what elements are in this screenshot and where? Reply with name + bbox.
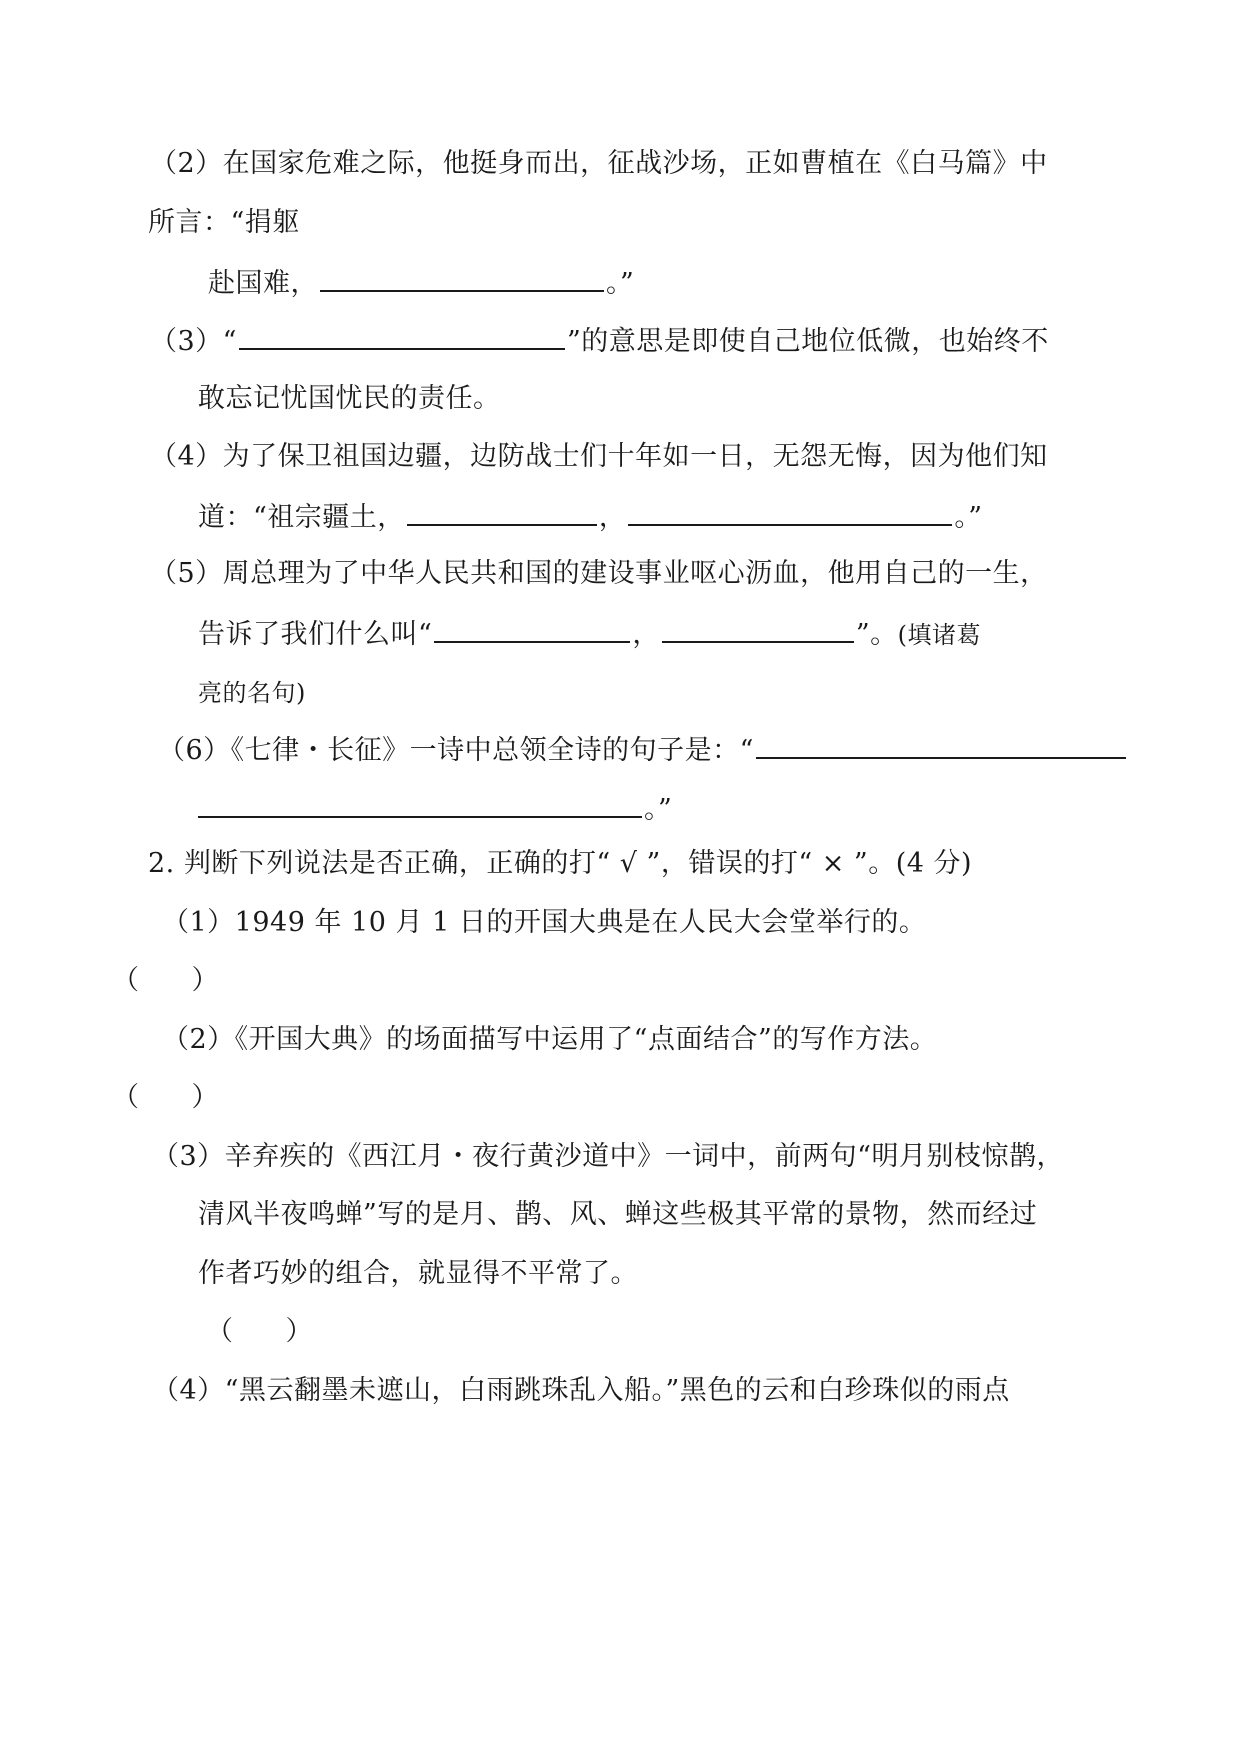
q1-item4-line1: （4）为了保卫祖国边疆，边防战士们十年如一日，无怨无悔，因为他们知 [150, 441, 1048, 472]
paren-open: （ [206, 1316, 234, 1347]
q1-item4-line2-before: 道：“祖宗疆土， [198, 502, 405, 533]
paren-close: ） [285, 1316, 313, 1347]
q2-item2-answer[interactable] [112, 1080, 219, 1116]
q1-item5-line2-note: (填诸葛 [897, 621, 981, 649]
q1-item6-line2 [198, 790, 672, 828]
q1-item4-line2 [198, 498, 983, 536]
q2-item3-answer[interactable] [206, 1314, 313, 1350]
q1-item4-line2-after: 。” [954, 502, 983, 533]
q1-item6-line1-before: （6）《七律・长征》一诗中总领全诗的句子是：“ [158, 735, 754, 766]
q2-item3-line3: 作者巧妙的组合，就显得不平常了。 [198, 1258, 638, 1289]
q1-item2-line1: （2）在国家危难之际，他挺身而出，征战沙场，正如曹植在《白马篇》中 [150, 148, 1048, 179]
paren-close: ） [191, 965, 219, 996]
q1-item5-line1: （5）周总理为了中华人民共和国的建设事业呕心沥血，他用自己的一生， [150, 558, 1048, 589]
answer-blank[interactable] [407, 498, 597, 526]
q1-item6-line1 [158, 731, 1126, 769]
answer-blank[interactable] [239, 322, 565, 350]
answer-blank[interactable] [628, 498, 952, 526]
q1-item5-line2 [198, 615, 981, 653]
answer-blank[interactable] [198, 790, 642, 818]
q1-item5-line2-after: ”。 [855, 619, 898, 650]
q2-item4-text: （4）“黑云翻墨未遮山，白雨跳珠乱入船。”黑色的云和白珍珠似的雨点 [152, 1375, 1010, 1406]
paren-close: ） [191, 1082, 219, 1113]
answer-blank[interactable] [756, 731, 1126, 759]
q2-item2-text: （2）《开国大典》的场面描写中运用了“点面结合”的写作方法。 [162, 1024, 938, 1055]
q1-item2-line2: 所言：“捐躯 [148, 207, 300, 238]
q2-title: 2. 判断下列说法是否正确，正确的打“ √ ”，错误的打“ × ”。(4 分) [148, 848, 973, 879]
q1-item2-line3 [208, 264, 634, 302]
q2-item1-text: （1）1949 年 10 月 1 日的开国大典是在人民大会堂举行的。 [162, 907, 927, 938]
paren-open: （ [112, 965, 140, 996]
q1-item5-line2-mid: ， [632, 619, 660, 650]
q1-item5-line2-before: 告诉了我们什么叫“ [198, 619, 433, 650]
q1-item3-line1-after: ”的意思是即使自己地位低微，也始终不 [566, 326, 1049, 357]
q1-item3-line1-before: （3）“ [150, 326, 237, 357]
paren-open: （ [112, 1082, 140, 1113]
answer-blank[interactable] [320, 264, 604, 292]
q2-item1-answer[interactable] [112, 963, 219, 999]
q1-item2-line3-before: 赴国难， [208, 268, 318, 299]
answer-blank[interactable] [662, 615, 854, 643]
q1-item4-line2-mid: ， [598, 502, 627, 533]
q2-item3-line1: （3）辛弃疾的《西江月・夜行黄沙道中》一词中，前两句“明月别枝惊鹊， [152, 1141, 1064, 1172]
q1-item3-line1 [150, 322, 1049, 360]
q1-item6-line2-after: 。” [644, 794, 673, 825]
q1-item2-line3-after: 。” [606, 268, 635, 299]
q1-item3-line2: 敢忘记忧国忧民的责任。 [198, 383, 501, 414]
q1-item5-line3: 亮的名句) [198, 679, 306, 707]
q2-item3-line2: 清风半夜鸣蝉”写的是月、鹊、风、蝉这些极其平常的景物，然而经过 [198, 1199, 1038, 1230]
answer-blank[interactable] [434, 615, 630, 643]
